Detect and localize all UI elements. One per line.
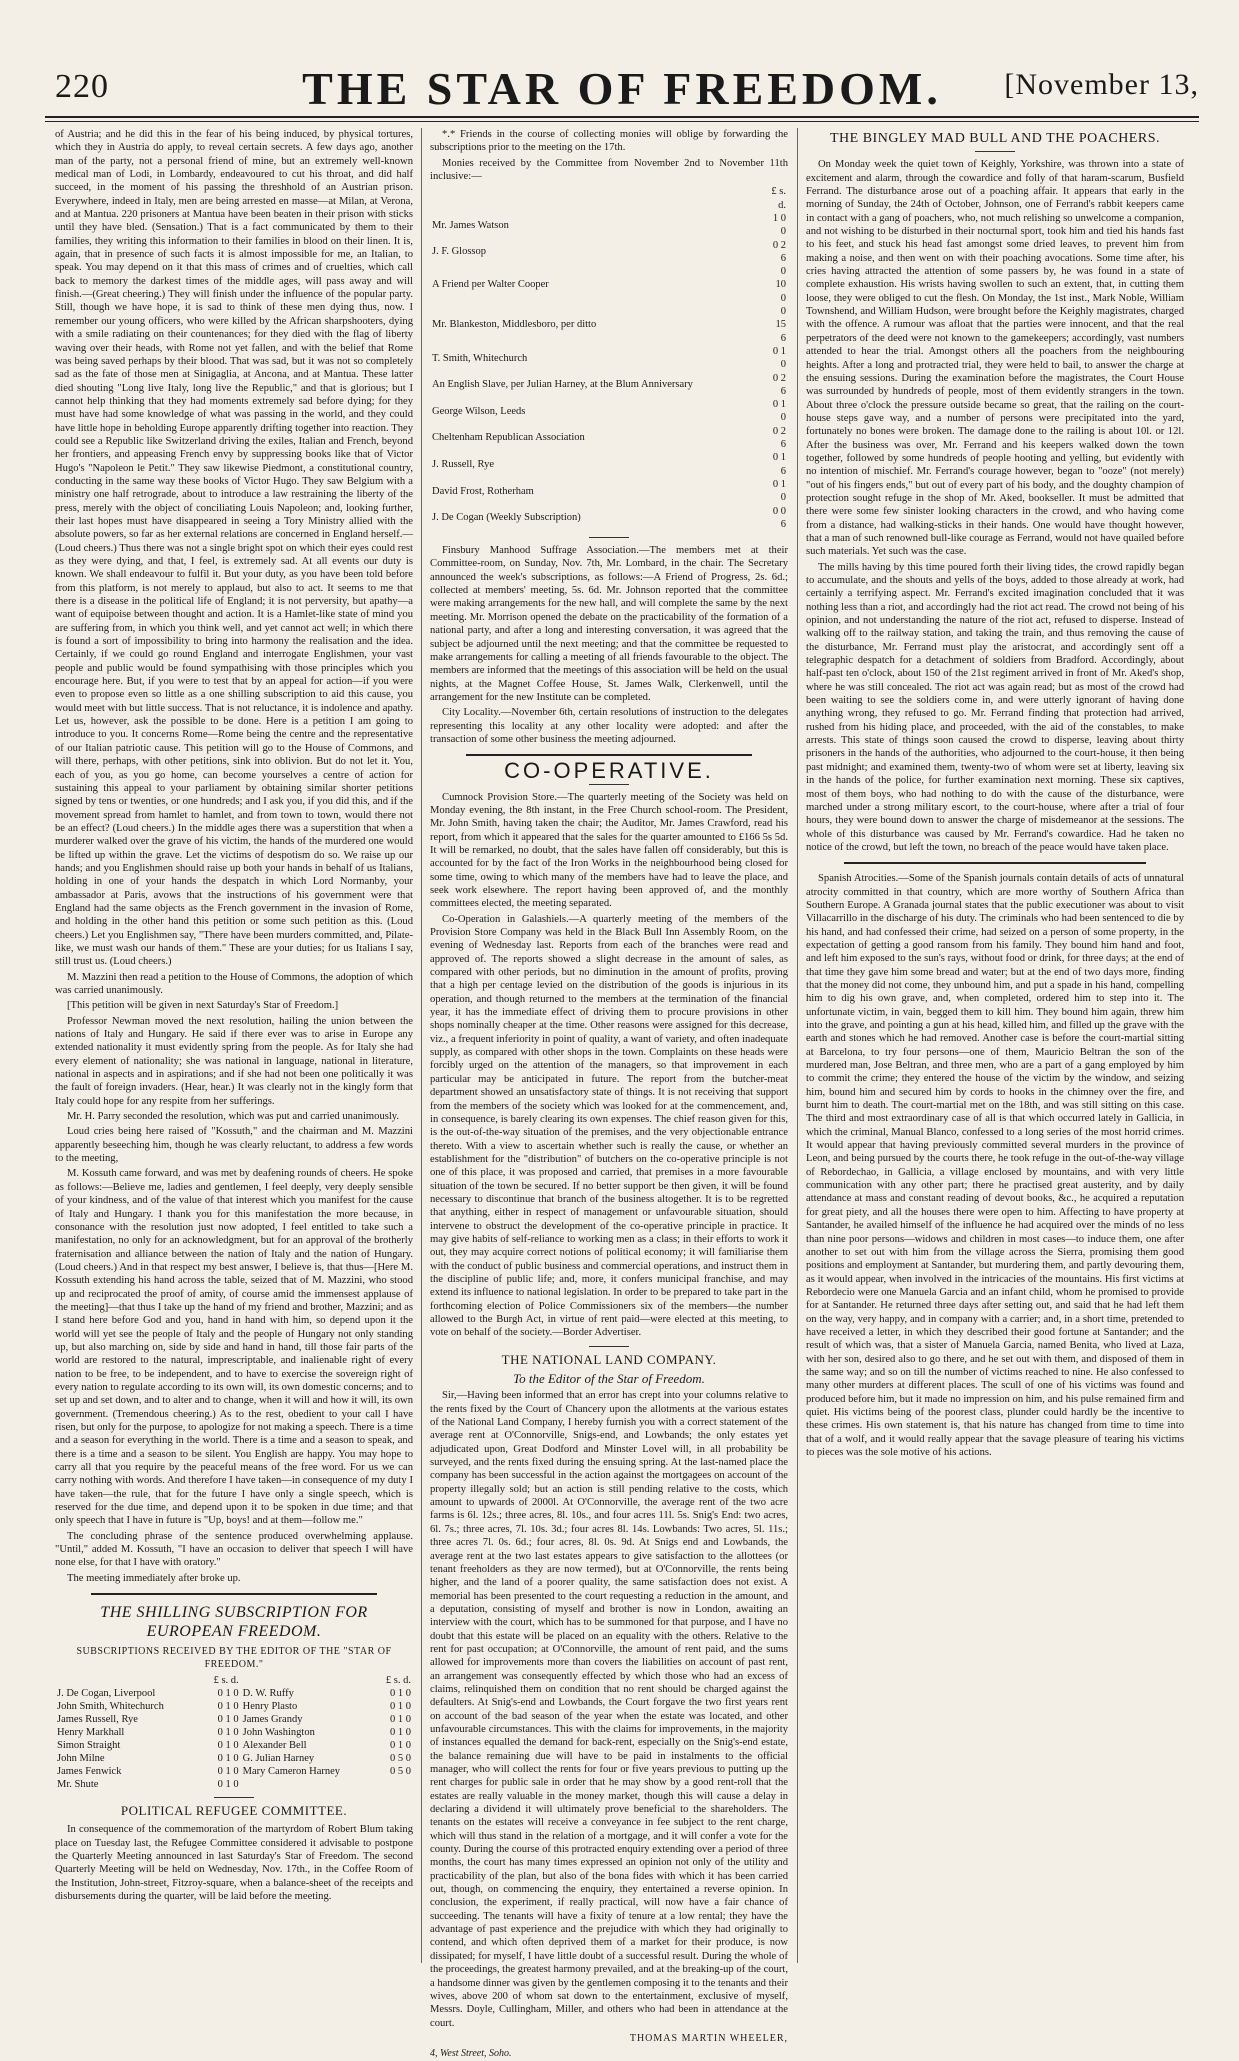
table-row xyxy=(55,1687,413,1700)
galashiels-cooperation: Co-Operation in Galashiels.—A quarterly meeting of the members of the Provision Store Company was held in the Black Bull Inn Assembly Room, on the evening of Wednesday last. Reports from each of the branches were read and approved of. The reports showed a slight decrease in the amount of sales, as compared with other periods, but no diminution in the amount of profits, proving that a high per centage levied on the distribution of the goods is injurious in its operation, and though returned to the members at the termination of the financial year, it has the immediate effect of driving them to procure provisions in other shops nominally cheaper at the time. Other reasons were assigned for this decrease, viz., a frequent inferiority in point of quality, a want of variety, and often inadequate supply, as compared with other shops in the town. Complaints on these heads were forcibly urged on the attention of the managers, so that improvement in each particular may be anticipated in future. The report from the butcher-meat department showed an unsatisfactory state of things. It is not receiving that support from the members of the society which was looked for at the commencement, and, in consequence, is barely clearing its own expenses. The chief reason given for this, is the out-of-the-way situation of the premises, and the very objectionable entrance thereto. With a view to ascertain whether such is really the cause, or whether an establishment for the "distribution" of butchers on the co-operative principle is not one of this place, it was proposed and carried, that premises in a more favourable situation of the town be secured. If no better support be then given, it will be found necessary to discontinue that branch of the business altogether. It is to be regretted that anything, either in respect of management or unfavourable situation, should intervene to obstruct the development of the co-operative principle in practice. It may give habits of self-reliance to working men as a class; in their efforts to work it out, they may acquire correct notions of political economy; it will familiarise them with the conduct of public business and commercial operations, and instruct them in the discipline of public life; and, more, it confers municipal franchise, and may extend its influence to national legislation. In order to be prepared to take part in the forthcoming election of Police Commissioners six of the members—the number allowed to the Burgh Act, in virtue of rent paid—were elected at this meeting, to vote on behalf of the society.—Border Advertiser. xyxy=(430,913,788,1339)
issue-date: [November 13, xyxy=(1004,68,1199,101)
section-divider xyxy=(589,1346,629,1347)
donor-name: J. F. Glossop xyxy=(432,246,487,258)
subscriber-amount: 0 1 0 xyxy=(217,1726,239,1738)
column-divider-2 xyxy=(797,128,798,1963)
donor-name: A Friend per Walter Cooper xyxy=(432,279,549,291)
subscriber-amount: 0 1 0 xyxy=(390,1687,411,1699)
subscription-title: THE SHILLING SUBSCRIPTION FOR EUROPEAN FREEDOM. xyxy=(100,1604,368,1641)
donor-name: J. De Cogan (Weekly Subscription) xyxy=(432,512,581,524)
donor-amount: 0 0 6 xyxy=(772,505,786,530)
table-row xyxy=(430,425,788,452)
column-3 xyxy=(806,128,1184,1963)
cooperative-title: CO-OPERATIVE. xyxy=(504,758,714,784)
newman-resolution: Professor Newman moved the next resolution, hailing the union between the nations of Italy and Hungary. He said if there ever was to arise in Europe any extended nationality it must evidently spring from the people. As for Italy she had every element of nationality; she was national in language, national in literature, national in aspects and in aspirations; and if she had not been one politically it was the fault of foreign invaders. (Hear, hear.) It was clearly not in the kingly form that Italy could hope for any respite from her sufferings. xyxy=(55,1015,413,1107)
header-rule xyxy=(45,116,1199,118)
subscriber-amount: 0 5 0 xyxy=(390,1765,411,1777)
subscriber-name: Alexander Bell xyxy=(242,1739,307,1751)
subscriber-name: Mr. Shute xyxy=(57,1778,99,1790)
table-row xyxy=(430,345,788,372)
donor-name: An English Slave, per Julian Harney, at the Blum Anniversary xyxy=(432,379,693,391)
subscriber-name: James Fenwick xyxy=(57,1765,122,1777)
donor-amount: 0 1 6 xyxy=(772,452,786,477)
donor-amount: 0 2 6 xyxy=(772,425,786,451)
refugee-committee-text: In consequence of the commemoration of the martyrdom of Robert Blum taking place on Tuesday last, the Refugee Committee considered it advisable to postpone the Quarterly Meeting announced in last Saturday's Star of Freedom. The second Quarterly Meeting will be held on Wednesday, Nov. 17th., in the Coffee Room of the Institution, John-street, Fitzroy-square, when a balance-sheet of the receipts and disbursements during the quarter, will be laid before the meeting. xyxy=(55,1824,413,1902)
city-locality: City Locality.—November 6th, certain resolutions of instruction to the delegates representing this locality at any other locality were adopted: and after the transaction of some other business the meeting adjourned. xyxy=(430,707,788,745)
section-divider xyxy=(91,1593,377,1595)
subscriber-amount: 0 1 0 xyxy=(217,1713,239,1725)
donor-amount: 1 0 0 xyxy=(772,212,786,238)
subscription-table xyxy=(55,1674,413,1791)
subscriber-name: John Washington xyxy=(242,1726,315,1738)
donor-amount: 0 1 0 xyxy=(772,478,786,504)
currency-header: £ s. d. xyxy=(771,186,786,211)
meeting-broke-up: The meeting immediately after broke up. xyxy=(67,1572,241,1584)
table-header-row xyxy=(430,185,788,212)
subscriber-name: James Russell, Rye xyxy=(57,1713,138,1725)
subscriber-amount: 0 1 0 xyxy=(390,1739,411,1751)
concluding-phrase: The concluding phrase of the sentence produced overwhelming applause. "Until," added M. Kossuth, "I have an occasion to deliver that speech I will have none else, for that I have with oratory." xyxy=(55,1530,413,1569)
currency-header: £ s. d. xyxy=(385,1674,411,1686)
table-row xyxy=(55,1765,413,1778)
donor-name: David Frost, Rotherham xyxy=(432,485,534,497)
donor-amount: 0 15 6 xyxy=(775,306,786,344)
monies-intro: Monies received by the Committee from November 2nd to November 11th inclusive:— xyxy=(430,157,788,183)
kossuth-speech: M. Kossuth came forward, and was met by deafening rounds of cheers. He spoke as follows:—Believe me, ladies and gentlemen, I feel deeply, very deeply sensible of your kindness, and of the value of that interest which you manifest for the cause of Italy and Hungary. I thank you for this manifestation the more because, in consonance with the resolution just now adopted, I feel entitled to take such a manifestation, no only for an acknowledgment, but for an approval of the brotherly fraternisation and alliance between the nation of Italy and the nation of Hungary. (Loud cheers.) And in that respect my best answer, I believe is, that thus—[Here M. Kossuth extending his hand across the table, seized that of M. Mazzini, who stood up and reciprocated the proof of amity, of course amid the immensest applause of the meeting]—that thus I take up the hand of my friend and brother, Mazzini; and as I stand here before God and you, hand in hand with him, so depend upon it the world will yet see the people of Italy and the people of Hungary not only standing up, but also marching on, side by side and hand in hand, till those fair parts of the world are restored to the natural, imprescriptable, and inalienable right of every nation to be free, to be independent, and to have to exercise the sovereign right of every nation to regulate according to its own will, its own domestic concerns; and to set up and set down, and to alter and to change, when it will and how it will, its own government. (Tremendous cheering.) As to the rest, obedient to your call I have risen, but only for the purpose, to apologize for not making a speech. There is a time and a season for everything in the world. There is a time and a season to speak, and there is a time and a season to be silent. You English are happy. You may hope to carry all that you require by the peaceful means of the free word. For us we can carry nothing with words. And therefore I have taken—in consequence of my duty I have taken—the rule, that for the future I have only a single speech, which is reserved for the due time, and depend upon it to be spoken in due time; and that only speech that I have in future is "Up, boys! and at them—follow me." xyxy=(55,1168,413,1527)
bingley-article-continued: The mills having by this time poured forth their living tides, the crowd rapidly began to accumulate, and the shouts and yells of the boys, added to those already at work, had certainly a terrifying aspect. Mr. Ferrand's excited imagination concluded that it was nothing less than a riot, and accordingly had the riot act read. The crowd not being of his opinion, and not understanding the nature of the riot act, refused to disperse. Instead of walking off to the railway station, and taking the train, and thus removing the cause of the disturbance, Mr. Ferrand must play the aristocrat, and accordingly sent off a telegraphic despatch for a detachment of soldiers from Bradford. Accordingly, about half-past ten o'clock, about 150 of the 21st regiment arrived in front of Mr. Aked's shop, where he was still concealed. The riot act was again read; but as most of the crowd had been waiting to see the soldiers come in, and were utterly ignorant of having done anything wrong, they refused to go. Mr. Ferrand finding that protection had arrived, rushed from his hiding place, and proceeded, with the aid of the constables, to make arrests. This state of things soon caused the crowd to disperse, leaving about thirty prisoners in the hands of the authorities, who adjourned to the court-house, it then being past midnight; and examined them, twenty-two of whom were set at liberty, leaving six in the hands of the police, for further examination next morning. These six captives, most of them boys, who had nothing to do with the cause of the disturbance, were marched under a strong military escort, to the court-house, where after a trial of four hours, they were bound down to answer the charge of misdemeanor at the sessions. The whole of this disturbance was caused by Mr. Ferrand's cowardice. Had he taken no notice of the crowd, but left the town, no breach of the peace would have taken place. xyxy=(806,561,1184,853)
currency-header: £ s. d. xyxy=(213,1674,239,1686)
finsbury-association: Finsbury Manhood Suffrage Association.—The members met at their Committee-room, on Sunday, Nov. 7th, Mr. Lombard, in the chair. The Secretary announced the week's subscriptions, as follows:—A Friend of Progress, 2s. 6d.; collected at members' meeting, 5s. 6d. Mr. Johnson reported that the committee were making arrangements for the new hall, and will complete the same by the next meeting. Mr. Morrison opened the debate on the practicability of the formation of a national party, and after a long and interesting conversation, it was agreed that the subject be adjourned until the next meeting; and that the committee be requested to make arrangements for calling a meeting of all friends favourable to the object. The members are informed that the meetings of this association will be held on the usual nights, at the Magnet Coffee House, St. James Walk, Clerkenwell, until the arrangement for the new Institute can be completed. xyxy=(430,545,788,703)
subscriber-name: Henry Plasto xyxy=(242,1700,298,1712)
subscriber-name: Simon Straight xyxy=(57,1739,121,1751)
table-row xyxy=(55,1700,413,1713)
subscriber-amount: 0 1 0 xyxy=(390,1726,411,1738)
page-header xyxy=(45,62,1199,114)
subscriber-amount: 0 1 0 xyxy=(217,1739,239,1751)
subscriber-amount: 0 1 0 xyxy=(217,1700,239,1712)
subscriber-amount: 0 1 0 xyxy=(390,1713,411,1725)
subscriber-amount: 0 1 0 xyxy=(217,1765,239,1777)
subscriber-name: J. De Cogan, Liverpool xyxy=(57,1687,156,1699)
section-divider xyxy=(589,784,629,785)
section-divider xyxy=(214,1797,254,1798)
refugee-committee-title: POLITICAL REFUGEE COMMITTEE. xyxy=(120,1802,348,1818)
subscriber-name: James Grandy xyxy=(242,1713,303,1725)
subscriber-name: Mary Cameron Harney xyxy=(242,1765,341,1777)
letter-signature: THOMAS MARTIN WHEELER, xyxy=(629,2032,788,2044)
petition-note: [This petition will be given in next Saturday's Star of Freedom.] xyxy=(67,1000,339,1012)
donor-amount: 0 10 0 xyxy=(775,266,786,304)
table-row xyxy=(430,478,788,505)
column-2 xyxy=(430,128,788,2060)
table-row xyxy=(55,1752,413,1765)
subscription-subtitle: SUBSCRIPTIONS RECEIVED BY THE EDITOR OF THE "STAR OF FREEDOM." xyxy=(76,1646,392,1671)
bingley-article: On Monday week the quiet town of Keighly, Yorkshire, was thrown into a state of excitement and alarm, through the cowardice and folly of that haram-scarum, Busfield Ferrand. The disturbance arose out of a poaching affair. It appears that early in the morning of Sunday, the 24th of October, Johnson, one of Ferrand's rabbit keepers came in contact with a gang of poachers, who, not much relishing so unwelcome a companion, and not wishing to be disturbed in their nocturnal sport, took him and tied his hands fast to his feet, and stuck his head fast amongst some dried leaves, to prevent him from making a noise, and then went on with their poaching avocations. Some time after, his cries having attracted the attention of some passers by, he was found in a state of complete exhaustion. His wrists having swollen to such an extent, that, in cutting them loose, they were obliged to cut the flesh. On Monday, the 1st inst., Mark Noble, William Townshend, and William Hudson, were brought before the Keighly magistrates, charged with the offence. A rumour was afloat that the parties were innocent, and that the real perpetrators of the deed were not known to the gamekeepers; accordingly, vast numbers attended to hear the trial. Amongst others all the poachers from the neighbouring heights. After a long and protracted trial, they were held to bail, to answer the charge at the ensuing sessions. During the examination before the magistrates, the Court House was surrounded by hundreds of people, most of them evidently strangers in the town. About three o'clock the pressure outside became so great, that the railing on the court-house steps gave way, and a number of persons were precipitated into the yard, fortunately no bones were broken. The damage done to the railing is about 10l. or 12l. After the business was over, Mr. Ferrand and his keepers walked down the town together, followed by some hundreds of people hooting and yelling, but evidently with no intention of mischief. Mr. Ferrand's courage however, began to "ooze" (not merely) "out of his fingers ends," but out of every part of his body, and the doughty champion of protection sought refuge in the shop of Mr. Aked, bookseller. It must be admitted that there were some few sinister looking characters in the crowd, and who having come from a distance, had walking-sticks in their hands. One would have thought however, that a man of such renowned bull-like courage as Ferrand, would not have quailed before such materials. Yet such was the case. xyxy=(806,159,1185,558)
speech-continuation: of Austria; and he did this in the fear of his being induced, by physical tortures, which they in Austria do apply, to reveal certain secrets. A few days ago, another man of the party, not a personal friend of mine, but an extremely well-known medical man of Lodi, in Lombardy, endeavoured to cut his throat, and did half succeed, in the moment of his passing the threshhold of an Austrian prison. Everywhere, indeed in Italy, men are being arrested en masse—at Milan, at Verona, and at Mantua. 220 prisoners at Mantua have been beaten in their prison with sticks until they have bled. (Sensation.) That is a fact communicated by them to their families, they writing this information to their families in blood on their linen. It is, again, that in presence of such facts it is almost impossible for me, an Italian, to speak. You may depend on it that this mass of crimes and of cruelties, which call back to memory the darkest times of the middle ages, will pass away and will finish.—(Great cheering.) They will finish under the influence of the popular party. Still, though we have hope, it is sad to think of these men dying thus, now. I remember our young officers, who were killed by the African sharpshooters, dying with a smile radiating on their countenances; for they died with the flag of liberty waving over their heads, with Rome not yet fallen, and with the belief that Rome was being saved perhaps by their blood. That was sad, but it was not so completely sad as the fate of those men at Sinigaglia, at Ancona, and at Mantua. These latter died shouting "Long live Italy, long live the Republic," and that is glorious; but I cannot help thinking that they had moments extremely sad before dying; for they must have had some knowledge of what was passing in the world, and they could have little hope in beholding Europe apparently drifting together into reaction. They could see a Republic like Switzerland driving the exiles, Italian and French, beyond her frontiers, and appeasing French envy by suppressing books like that of Victor Hugo's "Napoleon le Petit." They saw likewise Piedmont, a constitutional country, conducting in the same way these books of Victor Hugo. They saw Belgium with a ministry one half retrograde, about to introduce a law restraining the liberty of the press, merely with the object of conciliating Louis Napoleon; and, looking further, their last hopes must have disappeared in seeing a Tory Ministry allied with the absolute powers, so far as her external relations are concerned in England herself.—(Loud cheers.) Thus there was not a single bright spot on which their eyes could rest as they were dying, and that, I feel, is extremely sad. At all events our duty is known. We shall endeavour to fulfil it. But your duty, as you have been told before from this platform, is not merely to applaud, but also to act. It seems to me that there is a disease in the political life of England; it is not perversity, but apathy—a want of equipoise between thought and action. It is a Hamlet-like state of mind you are suffering from, in which you think well, and yet cannot act well; in which there is found a sort of impossibility to bring into harmony the realisation and the idea. Certainly, if we could go round England and interrogate Englishmen, your vast people and public would be found sympathising with those principles which you encourage here. But, if you were to test that by an appeal for action—if you were even to propose even so little as a one shilling subscription to aid this cause, you would meet with but little success. That is not reluctance, it is indolence and apathy. Let us, however, ask the possible to be done. Here is a petition I am going to introduce to you. It concerns Rome—Rome being the centre and the representative of our Italian patriotic cause. This petition will go to the House of Commons, and will there, perhaps, with other petitions, sink into oblivion. But do not let it. You, each of you, as you go home, can become yourselves a centre of action for sustaining this appeal to your parliament by obtaining similar shorter petitions signed by tens or twenties, or one hundreds; and I ask you, if you did this, and if the movement spread from hamlet to hamlet, and from town to town, would there not be an effect? (Loud cheers.) In the middle ages there was a superstition that when a murderer walked over the grave of his victim, the hands of the murdered one would be lifted up within the grave. Let the victims of despotism do so. We raise up our hands; and you Englishmen should raise up both your hands in behalf of us Italians, holding in one of your hands the despatch in which Lord Normanby, your ambassador at Paris, avows that the instructions of his government were that England had the same objects as the French government in the invasion of Rome, and holding in the other hand this petition or some such petition as this. (Loud cheers.) Let you Englishmen say, "There have been murders committed, and, Pilate-like, we must wash our hands of them." These are your duties; for us Italians I say, still trust us. (Loud cheers.) xyxy=(55,129,413,968)
table-row xyxy=(430,305,788,345)
cumnock-provision: Cumnock Provision Store.—The quarterly meeting of the Society was held on Monday evening, the 8th instant, in the Free Church school-room. The President, Mr. John Smith, having taken the chair; the Auditor, Mr. James Crawford, read his report, from which it appeared that the sales for the quarter amounted to £166 5s 5d. It will be remarked, no doubt, that the sales have fallen off considerably, but this is accounted for by the fact of the Iron Works in the neighbourhood being closed for some time, owing to which many of the members have had to leave the place, and seek work elsewhere. The report having been approved of, and the monthly committees elected, the meeting separated. xyxy=(430,791,788,910)
donor-amount: 0 2 6 xyxy=(772,372,786,397)
section-divider xyxy=(844,862,1146,864)
donor-name: George Wilson, Leeds xyxy=(432,405,526,417)
section-divider xyxy=(466,754,752,756)
column-divider-1 xyxy=(421,128,422,1963)
collecting-notice: *.* Friends in the course of collecting monies will oblige by forwarding the subscriptions prior to the meeting on the 17th. xyxy=(430,129,788,154)
table-row xyxy=(55,1778,413,1791)
table-row xyxy=(430,239,788,266)
letter-salutation: To the Editor of the Star of Freedom. xyxy=(513,1371,705,1387)
masthead: THE STAR OF FREEDOM. xyxy=(302,63,942,114)
table-row xyxy=(55,1713,413,1726)
section-divider xyxy=(589,537,629,538)
table-row xyxy=(430,451,788,478)
bingley-title: THE BINGLEY MAD BULL AND THE POACHERS. xyxy=(830,131,1160,146)
table-row xyxy=(55,1739,413,1752)
donor-amount: 0 1 0 xyxy=(772,345,786,371)
subscriber-amount: 0 1 0 xyxy=(390,1700,411,1712)
column-1 xyxy=(55,128,413,1963)
parry-seconded: Mr. H. Parry seconded the resolution, which was put and carried unanimously. xyxy=(67,1111,400,1123)
subscriber-amount: 0 1 0 xyxy=(217,1752,239,1764)
table-row xyxy=(430,265,788,305)
subscriber-name: Henry Markhall xyxy=(57,1726,125,1738)
donor-amount: 0 1 0 xyxy=(772,399,786,424)
table-row xyxy=(430,505,788,532)
page-number: 220 xyxy=(55,68,109,105)
header-rule-thin xyxy=(45,121,1199,122)
table-row xyxy=(430,398,788,425)
table-row xyxy=(55,1726,413,1739)
table-row xyxy=(430,372,788,399)
national-land-letter: Sir,—Having been informed that an error has crept into your columns relative to the rents fixed by the Court of Chancery upon the allotments at the various estates of the National Land Company, I hereby furnish you with a correct statement of the average rent at O'Connorville, Snigs-end, and Lowbands; the only estates yet adjudicated upon, Great Dodford and Minster Lovel will, in all probability be surveyed, and the rents fixed during the ensuing spring. At the last-named place the company has been successful in the action against the mortgagees on account of the property illegally sold; but an action is still pending relative to the costs, which amount to upwards of 2000l. At O'Connorville, the average rent of the two acre farms is 6l. 12s.; three acres, 8l. 10s., and four acres 11l. 5s. Snig's End: two acres, 6l. 7s.; three acres, 7l. 10s. 3d.; four acres 8l. 14s. Lowbands: Two acres, 5l. 11s.; three acres 7l. 0s. 6d.; four acres, 8l. 0s. 9d. At Snigs end and Lowbands, the average rent at the two last estates appears to give satisfaction to the allottees (or tenant freeholders as they are now termed), but at O'Connorville, the rents being higher, and the land of a poorer quality, the same satisfaction does not exist. A memorial has been presented to the court requesting a reduction in the amount, and a deputation, consisting of myself and brother is now in London, awaiting an interview with the court, which has to be summoned for that purpose, and I have no doubt that this estate will be placed on an equality with the others. Relative to the rent for past occupation; at O'Connorville, the amount of rent paid, and the sums allowed for improvements more than covers the liabilities on account of past rent, an arrangement was consequently effected by which those who had an excess of claims, relinquished them on condition that no rent should be charged against the defaulters. At Snig's-end and Lowbands, the Court forgave the two first years rent on account of the bad season of the year when the estate was located, and other unfavourable circumstances. This with the claims for improvements, in the majority of instances equalled the demand for back-rent, especially on the Snig's-end estate, the balance remaining due will have to be paid in instalments to the official manager, who will collect the rents for four or five years previous to putting up the rent charges for public sale in order that he may show by a good rent-roll that the estates are really valuable in the money market, though this will cause a delay in declaring a dividend it will ultimately prove beneficial to the shareholders. The tenants on the estates will receive a conveyance in fee subject to the rent charge, which will thus stand in the relation of a mortgage, and it will confer a vote for the county. During the course of this protracted enquiry extending over a period of three months, the court has many times expressed an opinion not only of the utility and practicability of the plan, but also of the bona fides with which it has been carried out, though, on commencing the enquiry, they entertained a reverse opinion. In conclusion, the experiment, if really practical, will now have a fair chance of succeeding. The tenants will have a fixity of tenure at a low rental; they have the advantage of past experience and the prejudice with which they had originally to contend, and which often deprived them of a market for their produce, is now dissipated; for myself, I have little doubt of a successful result. During the whole of the proceedings, the greatest harmony prevailed, and at the breaking-up of the court, a handsome dinner was given by the gentlemen composing it to the tenants and their wives, above 200 of whom sat down to the entertainment, exclusive of myself, Messrs. Doyle, Cullingham, Miller, and others who had been in attendance at the court. xyxy=(430,1390,788,2029)
donor-name: Mr. James Watson xyxy=(432,219,509,231)
table-header-row xyxy=(55,1674,413,1687)
subscriber-name: D. W. Ruffy xyxy=(242,1687,294,1699)
subscriber-amount: 0 1 0 xyxy=(217,1778,239,1790)
subscriber-name: G. Julian Harney xyxy=(242,1752,315,1764)
national-land-title: THE NATIONAL LAND COMPANY. xyxy=(501,1351,717,1367)
donor-name: T. Smith, Whitechurch xyxy=(432,352,528,364)
subscriber-amount: 0 5 0 xyxy=(390,1752,411,1764)
spanish-atrocities: Spanish Atrocities.—Some of the Spanish journals contain details of acts of unnatural atrocity committed in that country, which are more worthy of Southern Africa than Southern Europe. A Granada journal states that the public executioner was about to visit Villacarrillo in the discharge of his duty. The criminals who had been sentenced to die by his hand, and had confessed their crime, had seized on a person of some property, in the expectation of getting a good ransom from his family. They bound him hand and foot, and left him exposed to the sun's rays, without food or drink, for three days; at the end of that time they gave him some bread and water; but at the end of two days more, finding that the money did not come, they unbound him, and put a spade in his hand, compelling him to dig his own grave, and, when completed, ordered him to step into it. The unfortunate victim, in vain, begged them to kill him. They bound him again, threw him into the grave, and pointing a gun at his head, killed him, and filled up the grave with the earth and stones which he had removed. Another case is before the court-martial sitting at Barcelona, to try four persons—one of them, Mauricio Beltran the son of the murdered man, Jose Beltran, and three men, who are a part of a gang employed by him to commit the crime; they entered the house of the victim by the window, and seizing him, bound him and secured him by cords to hooks in the chimney over the fire, and burnt him to death. The court-martial met on the 18th, and was still sitting on this case. The third and most extraordinary case of all is that which occurred lately in Gallicia, in which the criminal, Manual Blanco, confessed to a long series of the most horrid crimes. It would appear that having previously committed several murders in the province of Leon, and being pursued by the courts there, he took refuge in the out-of-the-way village of Rebordechao, in Gallicia, a village enclosed by mountains, and with very little communication with any other part; there he practised great austerity, and by daily attendance at mass and constant reading of devout books, &c., he acquired a reputation for great piety, and all the houses there were open to him. Affecting to have property at Santander, he availed himself of the influence he had acquired over the minds of no less than nine poor persons—widows and children in most cases—to induce them, one after another to set out with him from the village across the Sierra, promising them good positions and employment at Santander, but murdering them, and partly devouring them, as it would appear, when involved in the intricacies of the mountains. His first victims at Rebordecio were one Manuela Garcia and an infant child, whom he promised to provide for at Santander. He returned three days after setting out, and said that he had left them on the way, very happy, and in company with a carrier; and, in a short time, pretended to have received a letter, in which they described their good fortune at Santander; and the result of which was, that a sister of Manuela Garcia, named Benita, who lived at Laza, with her son, desired also to go there, and he set out with them, and disposed of them in the same way; and so on till the number of victims reached to nine. He also confessed to many other murders at different places. The scull of one of his victims was found and produced before him, but it made no impression on him, and his pulse remained firm and quiet. His victims being of the poorest class, plunder could hardly be the incentive to these crimes. His own statement is, that his nature has changed from time to time into that of a wolf, and it would really appear that the savage pleasure of tearing his victims to pieces was the sole motive of his actions. xyxy=(806,873,1184,1458)
subscriber-name: John Milne xyxy=(57,1752,105,1764)
mazzini-petition: M. Mazzini then read a petition to the House of Commons, the adoption of which was carried unanimously. xyxy=(55,971,413,996)
kossuth-cries: Loud cries being here raised of "Kossuth," and the chairman and M. Mazzini apparently beseeching him, though he was clearly reluctant, to address a few words to the meeting, xyxy=(55,1126,413,1165)
letter-address: 4, West Street, Soho. xyxy=(430,2048,512,2060)
table-row xyxy=(430,212,788,239)
donor-name: J. Russell, Rye xyxy=(432,458,495,470)
subscriber-name: John Smith, Whitechurch xyxy=(57,1700,164,1712)
donor-amount: 0 2 6 xyxy=(772,239,786,264)
donor-name: Cheltenham Republican Association xyxy=(432,432,585,444)
donor-name: Mr. Blankeston, Middlesboro, per ditto xyxy=(432,319,597,331)
subscriber-amount: 0 1 0 xyxy=(217,1687,239,1699)
monies-table xyxy=(430,185,788,531)
section-divider xyxy=(975,151,1015,152)
